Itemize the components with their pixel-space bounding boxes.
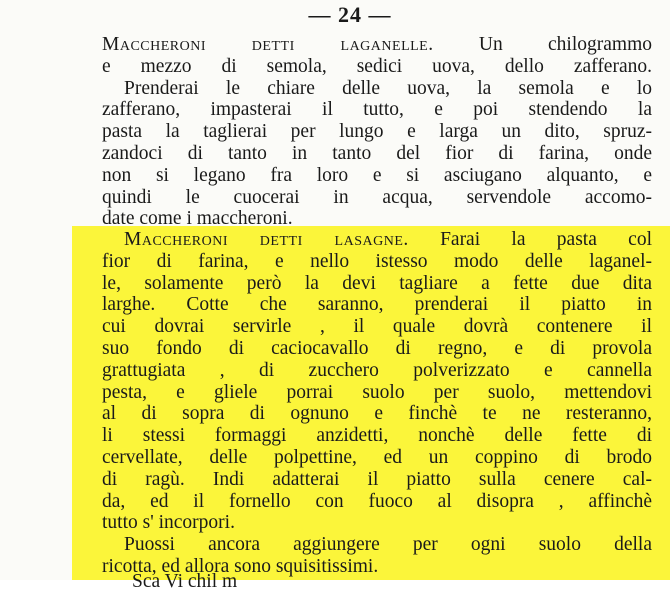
recipe-line: non si legano fra loro e si asciugano alquanto, e xyxy=(102,164,652,186)
recipe-line: al di sopra di ognuno e finchè te ne resteranno, xyxy=(102,403,652,425)
recipe-line: cervellate, delle polpettine, ed un coppino di brodo xyxy=(102,446,652,468)
recipe-line: suo fondo di caciocavallo di regno, e di provola xyxy=(102,337,652,359)
recipe-line: le, solamente però la devi tagliare a fette due dita xyxy=(102,272,652,294)
recipe-line: Maccheroni detti lasagne. Farai la pasta col xyxy=(124,229,652,250)
recipe-line: da, ed il fornello con fuoco al disopra , affinchè xyxy=(102,490,652,512)
recipe-line: pasta la taglierai per lungo e larga un dito, spruz- xyxy=(102,121,652,143)
recipe-line: tutto s' incorpori. xyxy=(102,512,235,534)
recipe-laganelle xyxy=(102,34,652,230)
recipe-line: date come i maccheroni. xyxy=(102,208,293,230)
recipe-line: Puossi ancora aggiungere per ogni suolo della xyxy=(124,534,652,556)
recipe-title: Maccheroni detti lasagne. xyxy=(124,229,409,250)
recipe-line: Maccheroni detti laganelle. Un chilogrammo xyxy=(102,34,653,55)
recipe-line: Prenderai le chiare delle uova, la semola e lo xyxy=(124,77,652,99)
recipe-line: quindi le cuocerai in acqua, servendole accomo- xyxy=(102,186,652,208)
cut-off-line: Sca Vi chil m xyxy=(132,571,238,592)
recipe-line: larghe. Cotte che saranno, prenderai il piatto in xyxy=(102,294,652,316)
page-number: — 24 — xyxy=(308,2,392,27)
recipe-line: cui dovrai servirle , il quale dovrà contenere il xyxy=(102,316,652,338)
recipe-line: pesta, e gliele porrai suolo per suolo, mettendovi xyxy=(102,381,652,403)
recipe-line: di ragù. Indi adatterai il piatto sulla cenere cal- xyxy=(102,468,652,490)
recipe-line: ricotta, ed allora sono squisitissimi. xyxy=(102,555,379,577)
recipe-line: fior di farina, e nello istesso modo delle laganel- xyxy=(102,250,652,272)
recipe-title: Maccheroni detti laganelle. xyxy=(102,34,434,55)
recipe-line: grattugiata , di zucchero polverizzato e cannella xyxy=(102,359,652,381)
recipe-line: li stessi formaggi anzidetti, nonchè delle fette di xyxy=(102,425,652,447)
recipe-lasagne xyxy=(102,229,652,578)
recipe-line: zandoci di tanto in tanto del fior di farina, onde xyxy=(102,142,652,164)
recipe-line: zafferano, impasterai il tutto, e poi stendendo la xyxy=(102,99,652,121)
recipe-line: e mezzo di semola, sedici uova, dello zafferano. xyxy=(102,55,652,77)
